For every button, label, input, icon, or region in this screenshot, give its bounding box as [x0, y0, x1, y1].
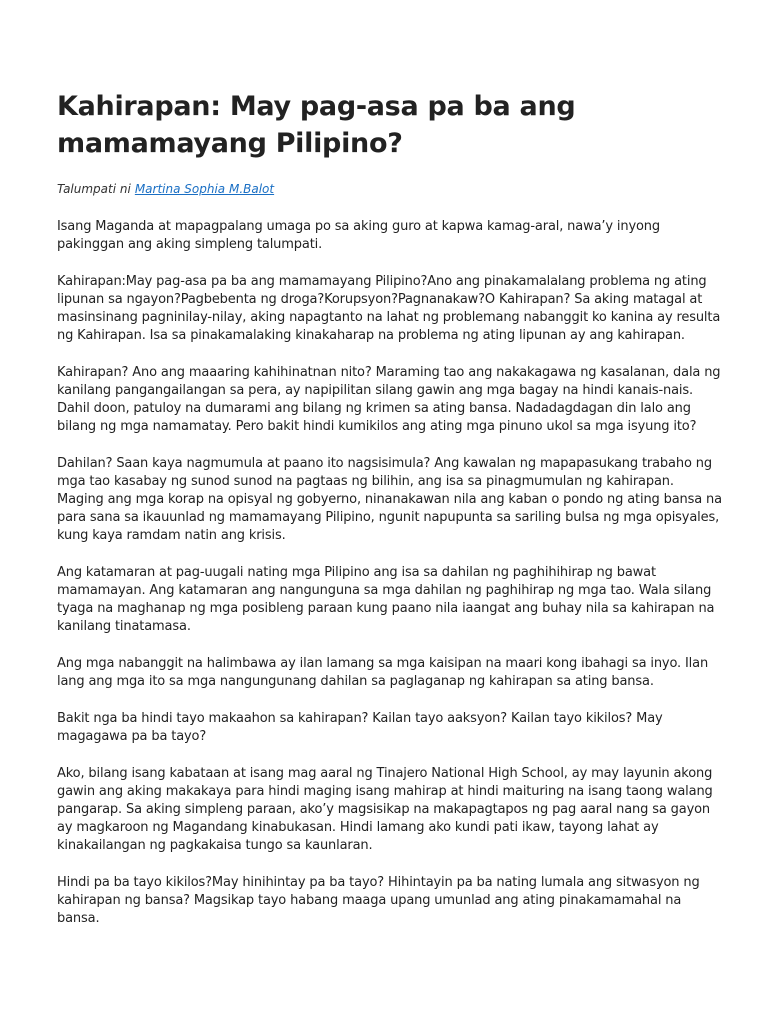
paragraph-1: Isang Maganda at mapagpalang umaga po sa aking guro at kapwa kamag-aral, nawa’y inyong pakinggan ang aking simpleng talumpati.: [57, 219, 660, 252]
page-title: Kahirapan: May pag-asa pa ba ang mamamayang Pilipino?: [57, 91, 576, 159]
paragraph-3: Kahirapan? Ano ang maaaring kahihinatnan nito? Maraming tao ang nakakagawa ng kasalanan, dala ng kanilang pangangailangan sa pera, ay napipilitan silang gawin ang mga bagay na hindi kanais-nais. Dahil doon, patuloy na dumarami ang bilang ng krimen sa ating bansa. Nadadagdagan din lalo ang bilang ng mga namamatay. Pero bakit hindi kumikilos ang ating mga pinuno ukol sa mga isyung ito?: [57, 365, 721, 434]
paragraph-5: Ang katamaran at pag-uugali nating mga Pilipino ang isa sa dahilan ng paghihihirap ng bawat mamamayan. Ang katamaran ang nangunguna sa mga dahilan ng paghihirap ng mga tao. Wala silang tyaga na maghanap ng mga posibleng paraan kung paano nila iaangat ang buhay nila sa kahirapan na kanilang tinatamasa.: [57, 565, 715, 634]
paragraph-7: Bakit nga ba hindi tayo makaahon sa kahirapan? Kailan tayo aaksyon? Kailan tayo kikilos? May magagawa pa ba tayo?: [57, 711, 663, 744]
paragraph-6: Ang mga nabanggit na halimbawa ay ilan lamang sa mga kaisipan na maari kong ibahagi sa inyo. Ilan lang ang mga ito sa mga nangungunang dahilan sa paglaganap ng kahirapan sa ating bansa.: [57, 656, 709, 689]
author-link[interactable]: Martina Sophia M.Balot: [134, 182, 275, 196]
speech-body: [57, 218, 722, 928]
paragraph-8: Ako, bilang isang kabataan at isang mag aaral ng Tinajero National High School, ay may layunin akong gawin ang aking makakaya para hindi maging isang mahirap at hindi maituring na isang taong walang pangarap. Sa aking simpleng paraan, ako’y magsisikap na makapagtapos ng pag aaral nang sa gayon ay magkaroon ng Magandang kinabukasan. Hindi lamang ako kundi pati ikaw, tayong lahat ay kinakailangan ng pagkakaisa tungo sa kaunlaran.: [57, 766, 713, 853]
paragraph-4: Dahilan? Saan kaya nagmumula at paano ito nagsisimula? Ang kawalan ng mapapasukang trabaho ng mga tao kasabay ng sunod sunod na pagtaas ng bilihin, ang isa sa pinagmumulan ng kahirapan. Maging ang mga korap na opisyal ng gobyerno, ninanakawan nila ang kaban o pondo ng ating bansa na para sana sa ikauunlad ng mamamayang Pilipino, ngunit napupunta sa sariling bulsa ng mga opisyales, kung kaya ramdam natin ang krisis.: [57, 456, 722, 543]
byline-prefix: Talumpati ni: [57, 182, 131, 196]
paragraph-2: Kahirapan:May pag-asa pa ba ang mamamayang Pilipino?Ano ang pinakamalalang problema ng ating lipunan sa ngayon?Pagbebenta ng droga?Korupsyon?Pagnanakaw?O Kahirapan? Sa aking matagal at masinsinang pagninilay-nilay, aking napagtanto na lahat ng problemang nabanggit ko kanina ay resulta ng Kahirapan. Isa sa pinakamalaking kinakaharap na problema ng ating lipunan ay ang kahirapan.: [57, 274, 721, 343]
byline: [57, 181, 722, 197]
paragraph-9: Hindi pa ba tayo kikilos?May hinihintay pa ba tayo? Hihintayin pa ba nating lumala ang sitwasyon ng kahirapan ng bansa? Magsikap tayo habang maaga upang umunlad ang ating pinakamamahal na bansa.: [57, 875, 700, 926]
